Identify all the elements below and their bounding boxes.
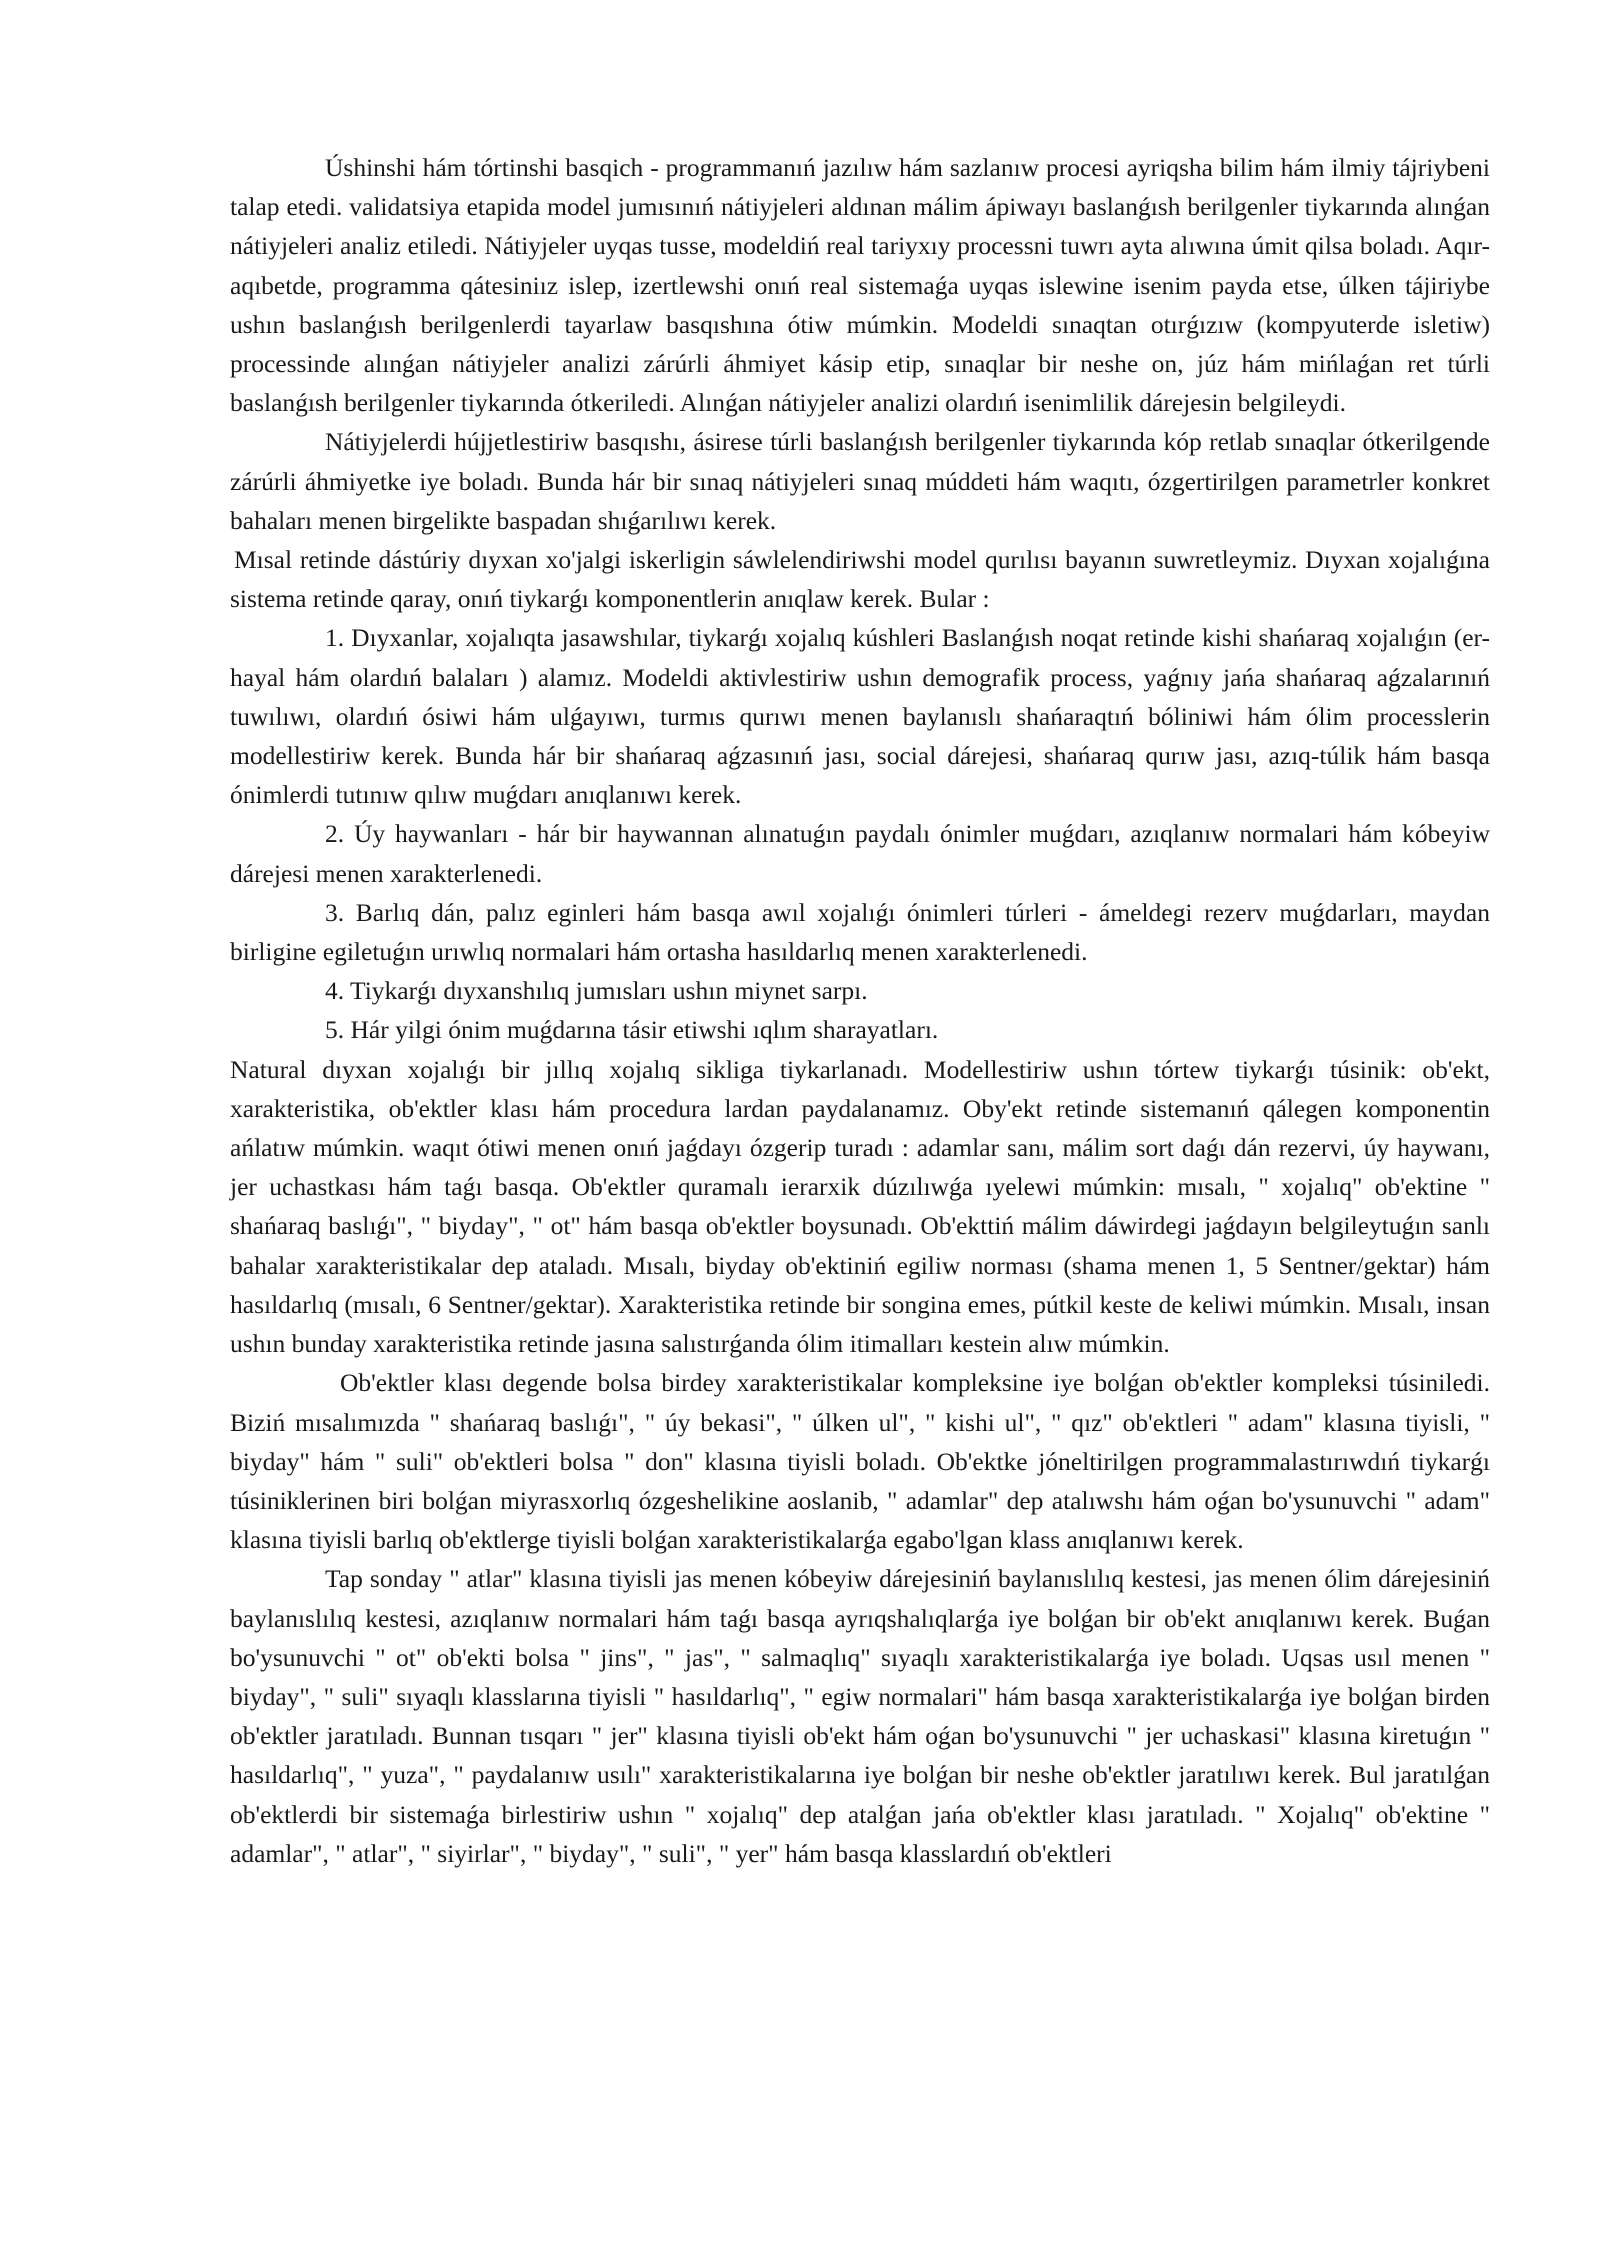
list-item-livestock: 2. Úy haywanları - hár bir haywannan alınatuǵın paydalı ónimler muǵdarı, azıqlanıw normalari hám kóbeyiw dárejesi menen xarakterlenedi. (230, 819, 1490, 888)
list-item-climate: 5. Hár yilgi ónim muǵdarına tásir etiwshi ıqlım sharayatları. (325, 1015, 939, 1045)
paragraph-object-classes: Ob'ektler klası degende bolsa birdey xarakteristikalar kompleksine iye bolǵan ob'ektler kompleksi túsiniledi. Biziń mısalımızda " shańaraq baslıǵı", " úy bekasi", " úlken ul", " kishi ul", " qız" ob'ektleri " adam" klasına tiyisli, " biyday" hám " suli" ob'ektleri bolsa " don" klasına tiyisli boladı. Ob'ektke jóneltirilgen programmalastırıwdıń tiykarǵı túsiniklerinen biri bolǵan miyrasxorlıq ózgeshelikine aoslanib, " adamlar" dep atalıwshı hám oǵan bo'ysunuvchi " adam" klasına tiyisli barlıq ob'ektlerge tiyisli bolǵan xarakteristikalarǵa egabo'lgan klass anıqlanıwı kerek. (230, 1368, 1490, 1555)
list-item-farmers: 1. Dıyxanlar, xojalıqta jasawshılar, tiykarǵı xojalıq kúshleri Baslanǵısh noqat retinde kishi shańaraq xojalıǵın (er-hayal hám olardıń balaları ) alamız. Modeldi aktivlestiriw ushın demografik process, yaǵnıy jańa shańaraq aǵzalarınıń tuwılıwı, olardıń ósiwi hám ulǵayıwı, turmıs qurıwı menen baylanıslı shańaraqtıń bóliniwi hám ólim processlerin modellestiriw kerek. Bunda hár bir shańaraq aǵzasınıń jası, social dárejesi, shańaraq qurıw jası, azıq-túlik hám basqa ónimlerdi tutınıw qılıw muǵdarı anıqlanıwı kerek. (230, 623, 1490, 810)
paragraph-object-concepts: Natural dıyxan xojalıǵı bir jıllıq xojalıq sikliga tiykarlanadı. Modellestiriw ushın tórtew tiykarǵı túsinik: ob'ekt, xarakteristika, ob'ektler klası hám procedura lardan paydalanamız. Oby'ekt retinde sistemanıń qálegen komponentin ańlatıw múmkin. waqıt ótiwi menen onıń jaǵdayı ózgerip turadı : adamlar sanı, málim sort daǵı dán rezervi, úy haywanı, jer uchastkası hám taǵı basqa. Ob'ektler quramalı ierarxik dúzılıwǵa ıyelewi múmkin: mısalı, " xojalıq" ob'ektine " shańaraq baslıǵı", " biyday", " ot" hám basqa ob'ektler boysunadı. Ob'ekttiń málim dáwirdegi jaǵdayın belgileytuǵın sanlı bahalar xarakteristikalar dep ataladı. Mısalı, biyday ob'ektiniń egiliw norması (shama menen 1, 5 Sentner/gektar) hám hasıldarlıq (mısalı, 6 Sentner/gektar). Xarakteristika retinde bir songina emes, pútkil keste de keliwi múmkin. Mısalı, insan ushın bunday xarakteristika retinde jasına salıstırǵanda ólim itimalları kestein alıw múmkin. (230, 1054, 1490, 1359)
list-item-labor: 4. Tiykarǵı dıyxanshılıq jumısları ushın miynet sarpı. (325, 976, 868, 1006)
list-item-crops: 3. Barlıq dán, palız eginleri hám basqa awıl xojalıǵı ónimleri túrleri - ámeldegi rezerv muǵdarları, maydan birligine egiletuǵın urıwlıq normalari hám ortasha hasıldarlıq menen xarakterlenedi. (230, 897, 1490, 967)
paragraph-farm-model-intro: Mısal retinde dástúriy dıyxan xo'jalgi iskerligin sáwlelendiriwshi model qurılısı bayanın suwretleymiz. Dıyxan xojalıǵına sistema retinde qaray, onıń tiykarǵı komponentlerin anıqlaw kerek. Bular : (230, 545, 1490, 614)
document-page (230, 148, 1490, 1873)
paragraph-programming-stages: Úshinshi hám tórtinshi basqich - programmanıń jazılıw hám sazlanıw procesi ayriqsha bilim hám ilmiy tájriybeni talap etedi. validatsiya etapida model jumısınıń nátiyjeleri aldınan málim ápiwayı baslanǵısh berilgenler tiykarında alınǵan nátiyjeleri analiz etiledi. Nátiyjeler uyqas tusse, modeldiń real tariyxıy processni tuwrı ayta alıwına úmit qilsa boladı. Aqır-aqıbetde, programma qátesiniız islep, izertlewshi onıń real sistemaǵa uyqas islewine isenim payda etse, úlken tájiriybe ushın baslanǵısh berilgenlerdi tayarlaw basqıshına ótiw múmkin. Modeldi sınaqtan otırǵızıw (kompyuterde isletiw) processinde alınǵan nátiyjeler analizi zárúrli áhmiyet kásip etip, sınaqlar bir neshe on, júz hám mińlaǵan ret túrli baslanǵısh berilgenler tiykarında ótkeriledi. Alınǵan nátiyjeler analizi olardıń isenimlilik dárejesin belgileydi. (230, 153, 1490, 418)
paragraph-documentation-stage: Nátiyjelerdi hújjetlestiriw basqıshı, ásirese túrli baslanǵısh berilgenler tiykarında kóp retlab sınaqlar ótkerilgende zárúrli áhmiyetke iye boladı. Bunda hár bir sınaq nátiyjeleri sınaq múddeti hám waqıtı, ózgertirilgen parametrler konkret bahaları menen birgelikte baspadan shıǵarılıwı kerek. (230, 427, 1490, 535)
paragraph-class-examples: Tap sonday " atlar" klasına tiyisli jas menen kóbeyiw dárejesiniń baylanıslılıq kestesi, jas menen ólim dárejesiniń baylanıslılıq kestesi, azıqlanıw normalari hám taǵı basqa ayrıqshalıqlarǵa iye bolǵan bir ob'ekt anıqlanıwı kerek. Buǵan bo'ysunuvchi " ot" ob'ekti bolsa " jins", " jas", " salmaqlıq" sıyaqlı xarakteristikalarǵa iye boladı. Uqsas usıl menen " biyday", " suli" sıyaqlı klasslarına tiyisli " hasıldarlıq", " egiw normalari" hám basqa xarakteristikalarǵa iye bolǵan birden ob'ektler jaratıladı. Bunnan tısqarı " jer" klasına tiyisli ob'ekt hám oǵan bo'ysunuvchi " jer uchaskasi" klasına kiretuǵın " hasıldarlıq", " yuza", " paydalanıw usılı" xarakteristikalarına iye bolǵan bir neshe ob'ektler jaratılıwı kerek. Bul jaratılǵan ob'ektlerdi bir sistemaǵa birlestiriw ushın " xojalıq" dep atalǵan jańa ob'ektler klası jaratıladı. " Xojalıq" ob'ektine " adamlar", " atlar", " siyirlar", " biyday", " suli", " yer" hám basqa klasslardıń ob'ektleri (230, 1564, 1490, 1868)
